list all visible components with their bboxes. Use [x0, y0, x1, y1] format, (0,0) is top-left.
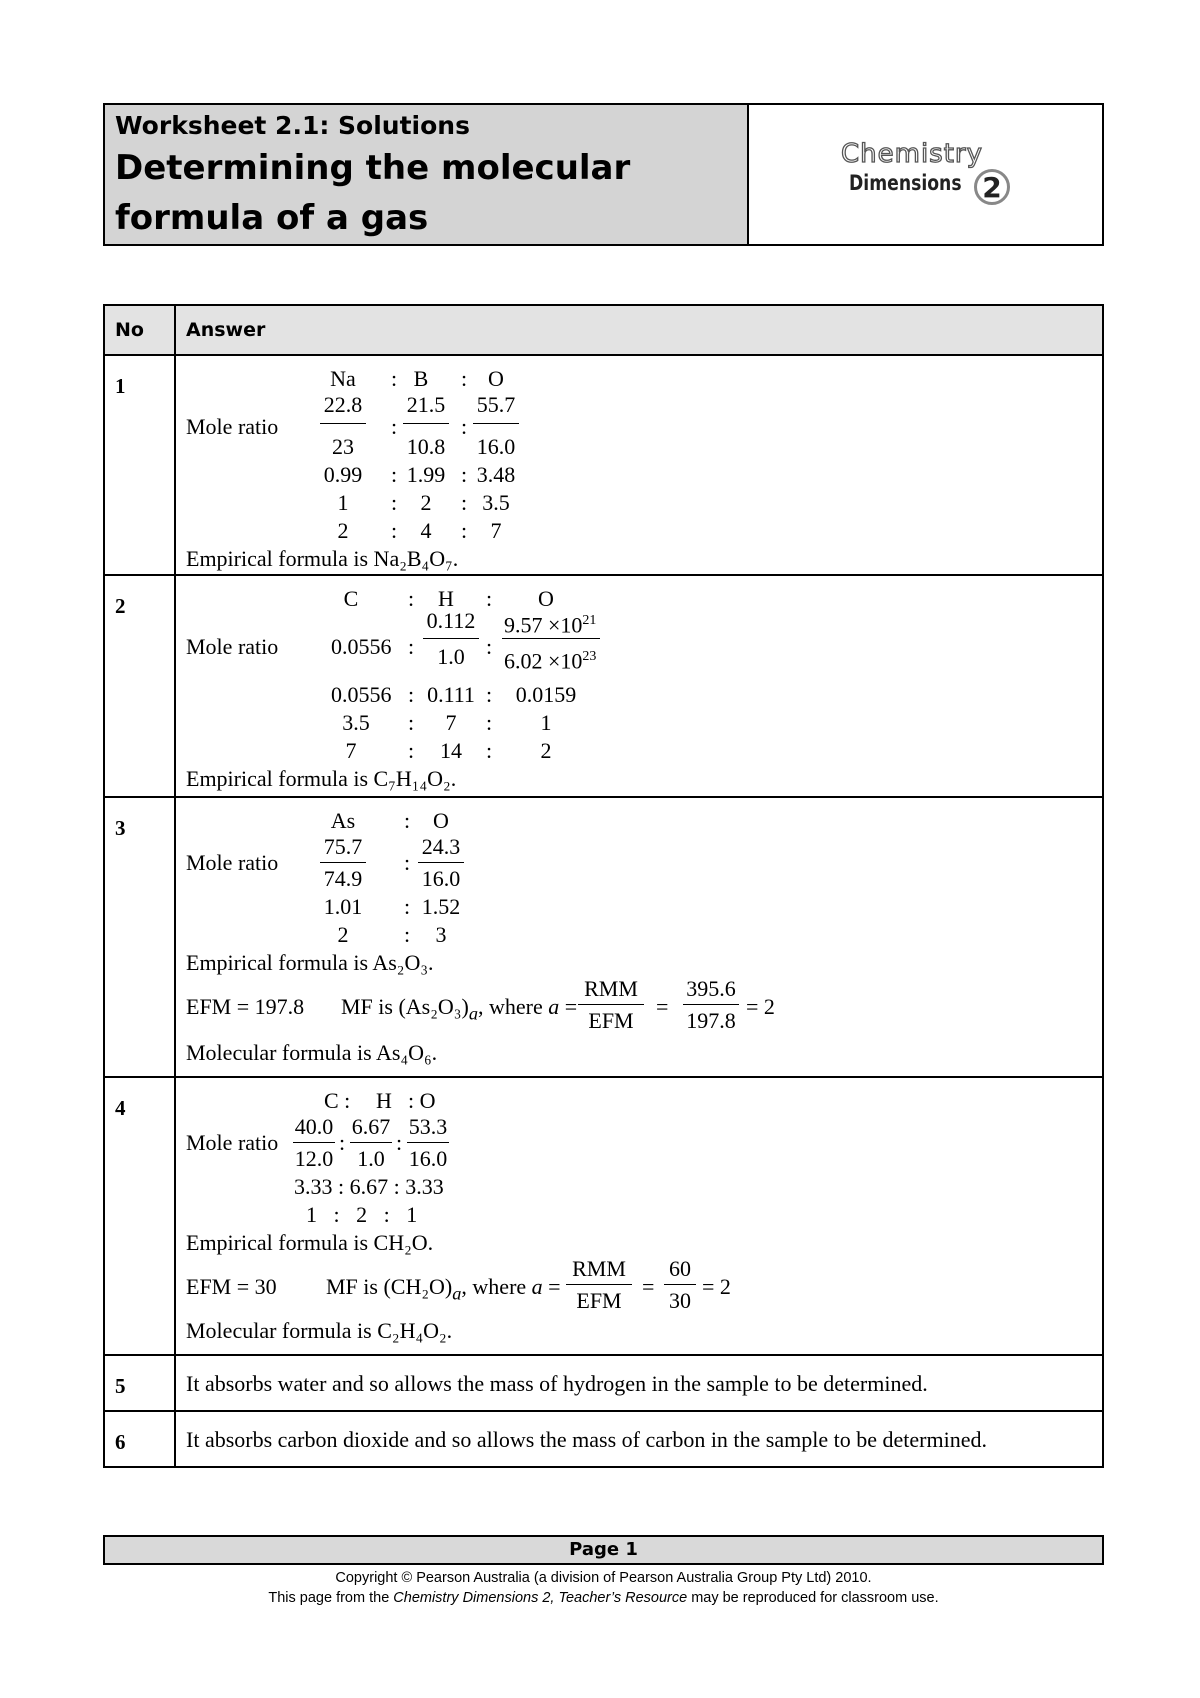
- element-label: H: [438, 586, 454, 611]
- fraction-bar: [407, 1142, 449, 1143]
- table-row: [104, 1411, 1103, 1467]
- empirical-formula-text: Empirical formula is As₂O₃.: [186, 950, 434, 975]
- element-label: C :: [324, 1088, 351, 1113]
- fraction-bar: [418, 862, 464, 863]
- fraction-bar: [423, 638, 479, 639]
- element-label: O: [433, 808, 449, 833]
- fraction-denominator: EFM: [588, 1008, 634, 1033]
- simplified-value: 2: [420, 490, 432, 515]
- fraction-bar: [664, 1284, 696, 1285]
- fraction-denominator: 30: [669, 1288, 691, 1313]
- ratio-colon: :: [404, 894, 411, 919]
- whole-value: 7: [345, 738, 357, 763]
- fraction-bar: [293, 1142, 335, 1143]
- quotient-value: 0.0556: [331, 682, 392, 707]
- column-header-answer: Answer: [175, 305, 1103, 355]
- element-label: H: [376, 1088, 392, 1113]
- mole-ratio-label: Mole ratio: [186, 850, 279, 875]
- element-label: Na: [330, 366, 356, 391]
- fraction-denominator: $6.02 \times 10^{23}$: [504, 648, 597, 674]
- answer-cell-3: [175, 797, 1103, 1077]
- answer-cell-2: [175, 575, 1103, 797]
- ratio-colon: :: [404, 922, 411, 947]
- whole-value: 2: [337, 518, 349, 543]
- element-label: O: [538, 586, 554, 611]
- empirical-formula-text: Empirical formula is Na₂B₄O₇.: [186, 546, 459, 571]
- mf-expression: MF is $(CH_2O)_a$, where a =: [326, 1274, 561, 1304]
- fraction-numerator: 24.3: [421, 834, 461, 859]
- result-value: = 2: [702, 1274, 731, 1299]
- whole-value: 2: [540, 738, 552, 763]
- ratio-colon: :: [461, 366, 468, 391]
- fraction-numerator: RMM: [572, 1256, 626, 1281]
- fraction-numerator: 395.6: [686, 976, 736, 1001]
- ratio-colon: :: [461, 490, 468, 515]
- ratio-colon: :: [391, 518, 398, 543]
- fraction-denominator: 1.0: [357, 1146, 385, 1171]
- ratio-colon: :: [391, 366, 398, 391]
- answer-text: It absorbs carbon dioxide and so allows the mass of carbon in the sample to be determined.: [175, 1411, 1103, 1467]
- fraction-bar: [683, 1004, 739, 1005]
- mole-ratio-label: Mole ratio: [186, 1130, 279, 1155]
- logo-text-top: Chemistry: [841, 139, 983, 169]
- fraction-bar: [473, 423, 519, 424]
- molecular-formula-text: Molecular formula is As₄O₆.: [186, 1040, 438, 1065]
- equals-sign: =: [656, 994, 669, 1019]
- header-logo-panel: [749, 105, 1102, 244]
- answer-cell-4: [175, 1077, 1103, 1355]
- header-title-panel: [105, 105, 749, 244]
- ratio-colon: :: [486, 634, 493, 659]
- ratio-colon: :: [339, 1130, 346, 1155]
- whole-value: 4: [420, 518, 432, 543]
- fraction-bar: [320, 423, 366, 424]
- ratio-colon: :: [391, 414, 398, 439]
- usage-line: This page from the Chemistry Dimensions 2, Teacher’s Resource may be reproduced for classroom use.: [268, 1590, 939, 1606]
- chemistry-dimensions-logo: [839, 139, 1019, 219]
- table-row: [104, 1077, 1103, 1355]
- quotient-line: 3.33 : 6.67 : 3.33: [294, 1174, 444, 1199]
- logo-text-bottom: Dimensions: [849, 171, 962, 195]
- fraction-bar: [350, 1142, 392, 1143]
- ratio-colon: :: [408, 586, 415, 611]
- quotient-value: 0.111: [427, 682, 475, 707]
- fraction-bar: [566, 1284, 632, 1285]
- table-row: [104, 575, 1103, 797]
- ratio-colon: :: [391, 490, 398, 515]
- page-number-bar: Page 1: [103, 1535, 1104, 1565]
- question-number: 6: [104, 1411, 175, 1467]
- simplified-value: 1: [540, 710, 552, 735]
- question-number: 3: [104, 797, 175, 1077]
- answer-cell-1: [175, 355, 1103, 575]
- simplified-value: 1: [337, 490, 349, 515]
- efm-text: EFM = 30: [186, 1274, 277, 1299]
- mole-ratio-label: Mole ratio: [186, 634, 279, 659]
- fraction-denominator: 12.0: [294, 1146, 334, 1171]
- worksheet-header: [103, 103, 1104, 246]
- book-title: Chemistry Dimensions 2, Teacher’s Resource: [393, 1590, 688, 1606]
- element-label: : O: [408, 1088, 436, 1113]
- ratio-colon: :: [404, 808, 411, 833]
- quotient-value: 1.99: [406, 462, 446, 487]
- fraction-numerator: 6.67: [351, 1114, 391, 1139]
- ratio-colon: :: [408, 738, 415, 763]
- column-header-no: No: [104, 305, 175, 355]
- fraction-numerator: 0.112: [426, 608, 476, 633]
- carbon-value: 0.0556: [331, 634, 392, 659]
- simplified-value: 7: [445, 710, 457, 735]
- question-number: 4: [104, 1077, 175, 1355]
- ratio-colon: :: [391, 462, 398, 487]
- ratio-colon: :: [486, 710, 493, 735]
- fraction-denominator: EFM: [576, 1288, 622, 1313]
- molecular-formula-text: Molecular formula is C₂H₄O₂.: [186, 1318, 453, 1343]
- quotient-value: 0.99: [323, 462, 363, 487]
- question-number: 2: [104, 575, 175, 797]
- whole-value: 3: [435, 922, 447, 947]
- quotient-value: 0.0159: [515, 682, 577, 707]
- copyright-notice: [103, 1568, 1104, 1608]
- fraction-numerator: 60: [669, 1256, 691, 1281]
- efm-text: EFM = 197.8: [186, 994, 305, 1019]
- fraction-denominator: 197.8: [686, 1008, 736, 1033]
- quotient-value: 3.48: [476, 462, 516, 487]
- ratio-colon: :: [461, 414, 468, 439]
- ratio-colon: :: [461, 462, 468, 487]
- fraction-numerator: 40.0: [294, 1114, 334, 1139]
- ratio-colon: :: [408, 710, 415, 735]
- question-number: 5: [104, 1355, 175, 1411]
- table-row: [104, 355, 1103, 575]
- copyright-line: Copyright © Pearson Australia (a division of Pearson Australia Group Pty Ltd) 2010.: [335, 1570, 872, 1586]
- answers-table: [103, 304, 1104, 1468]
- equals-sign: =: [642, 1274, 655, 1299]
- fraction-numerator: 53.3: [408, 1114, 448, 1139]
- fraction-denominator: 10.8: [406, 434, 446, 459]
- element-label: B: [413, 366, 429, 391]
- mf-expression: MF is $(As_2O_3)_a$, where a =: [341, 994, 578, 1024]
- fraction-numerator: 75.7: [323, 834, 363, 859]
- fraction-bar: [502, 638, 600, 639]
- element-label: As: [330, 808, 356, 833]
- fraction-numerator: $9.57 \times 10^{21}$: [504, 612, 597, 638]
- fraction-bar: [403, 423, 449, 424]
- quotient-value: 1.01: [323, 894, 363, 919]
- ratio-colon: :: [396, 1130, 403, 1155]
- table-header-row: [104, 305, 1103, 355]
- quotient-value: 1.52: [421, 894, 461, 919]
- fraction-bar: [578, 1004, 644, 1005]
- ratio-colon: :: [404, 850, 411, 875]
- fraction-numerator: 21.5: [406, 392, 446, 417]
- fraction-denominator: 16.0: [408, 1146, 448, 1171]
- fraction-numerator: 22.8: [323, 392, 363, 417]
- answer-text: It absorbs water and so allows the mass of hydrogen in the sample to be determined.: [175, 1355, 1103, 1411]
- ratio-colon: :: [486, 738, 493, 763]
- whole-value: 2: [337, 922, 349, 947]
- ratio-colon: :: [461, 518, 468, 543]
- result-value: = 2: [746, 994, 775, 1019]
- fraction-denominator: 1.0: [437, 644, 465, 669]
- ratio-colon: :: [408, 634, 415, 659]
- ratio-colon: :: [486, 586, 493, 611]
- question-number: 1: [104, 355, 175, 575]
- empirical-formula-text: Empirical formula is CH₂O.: [186, 1230, 434, 1255]
- fraction-denominator: 16.0: [421, 866, 461, 891]
- fraction-denominator: 23: [332, 434, 354, 459]
- fraction-denominator: 74.9: [323, 866, 363, 891]
- element-label: O: [488, 366, 504, 391]
- table-row: [104, 797, 1103, 1077]
- worksheet-label: Worksheet 2.1: Solutions: [115, 111, 470, 140]
- fraction-bar: [320, 862, 366, 863]
- whole-value: 14: [440, 738, 462, 763]
- simplified-value: 3.5: [482, 490, 510, 515]
- fraction-numerator: 55.7: [476, 392, 516, 417]
- whole-line: 1 : 2 : 1: [306, 1202, 418, 1227]
- element-label: C: [343, 586, 359, 611]
- mole-ratio-label: Mole ratio: [186, 414, 279, 439]
- fraction-numerator: RMM: [584, 976, 638, 1001]
- worksheet-title: Determining the molecular formula of a gas: [115, 148, 631, 238]
- simplified-value: 3.5: [342, 710, 370, 735]
- fraction-denominator: 16.0: [476, 434, 516, 459]
- logo-number-badge: 2: [974, 169, 1010, 205]
- ratio-colon: :: [408, 682, 415, 707]
- ratio-colon: :: [486, 682, 493, 707]
- empirical-formula-text: Empirical formula is C₇H₁₄O₂.: [186, 766, 457, 791]
- table-row: [104, 1355, 1103, 1411]
- whole-value: 7: [490, 518, 502, 543]
